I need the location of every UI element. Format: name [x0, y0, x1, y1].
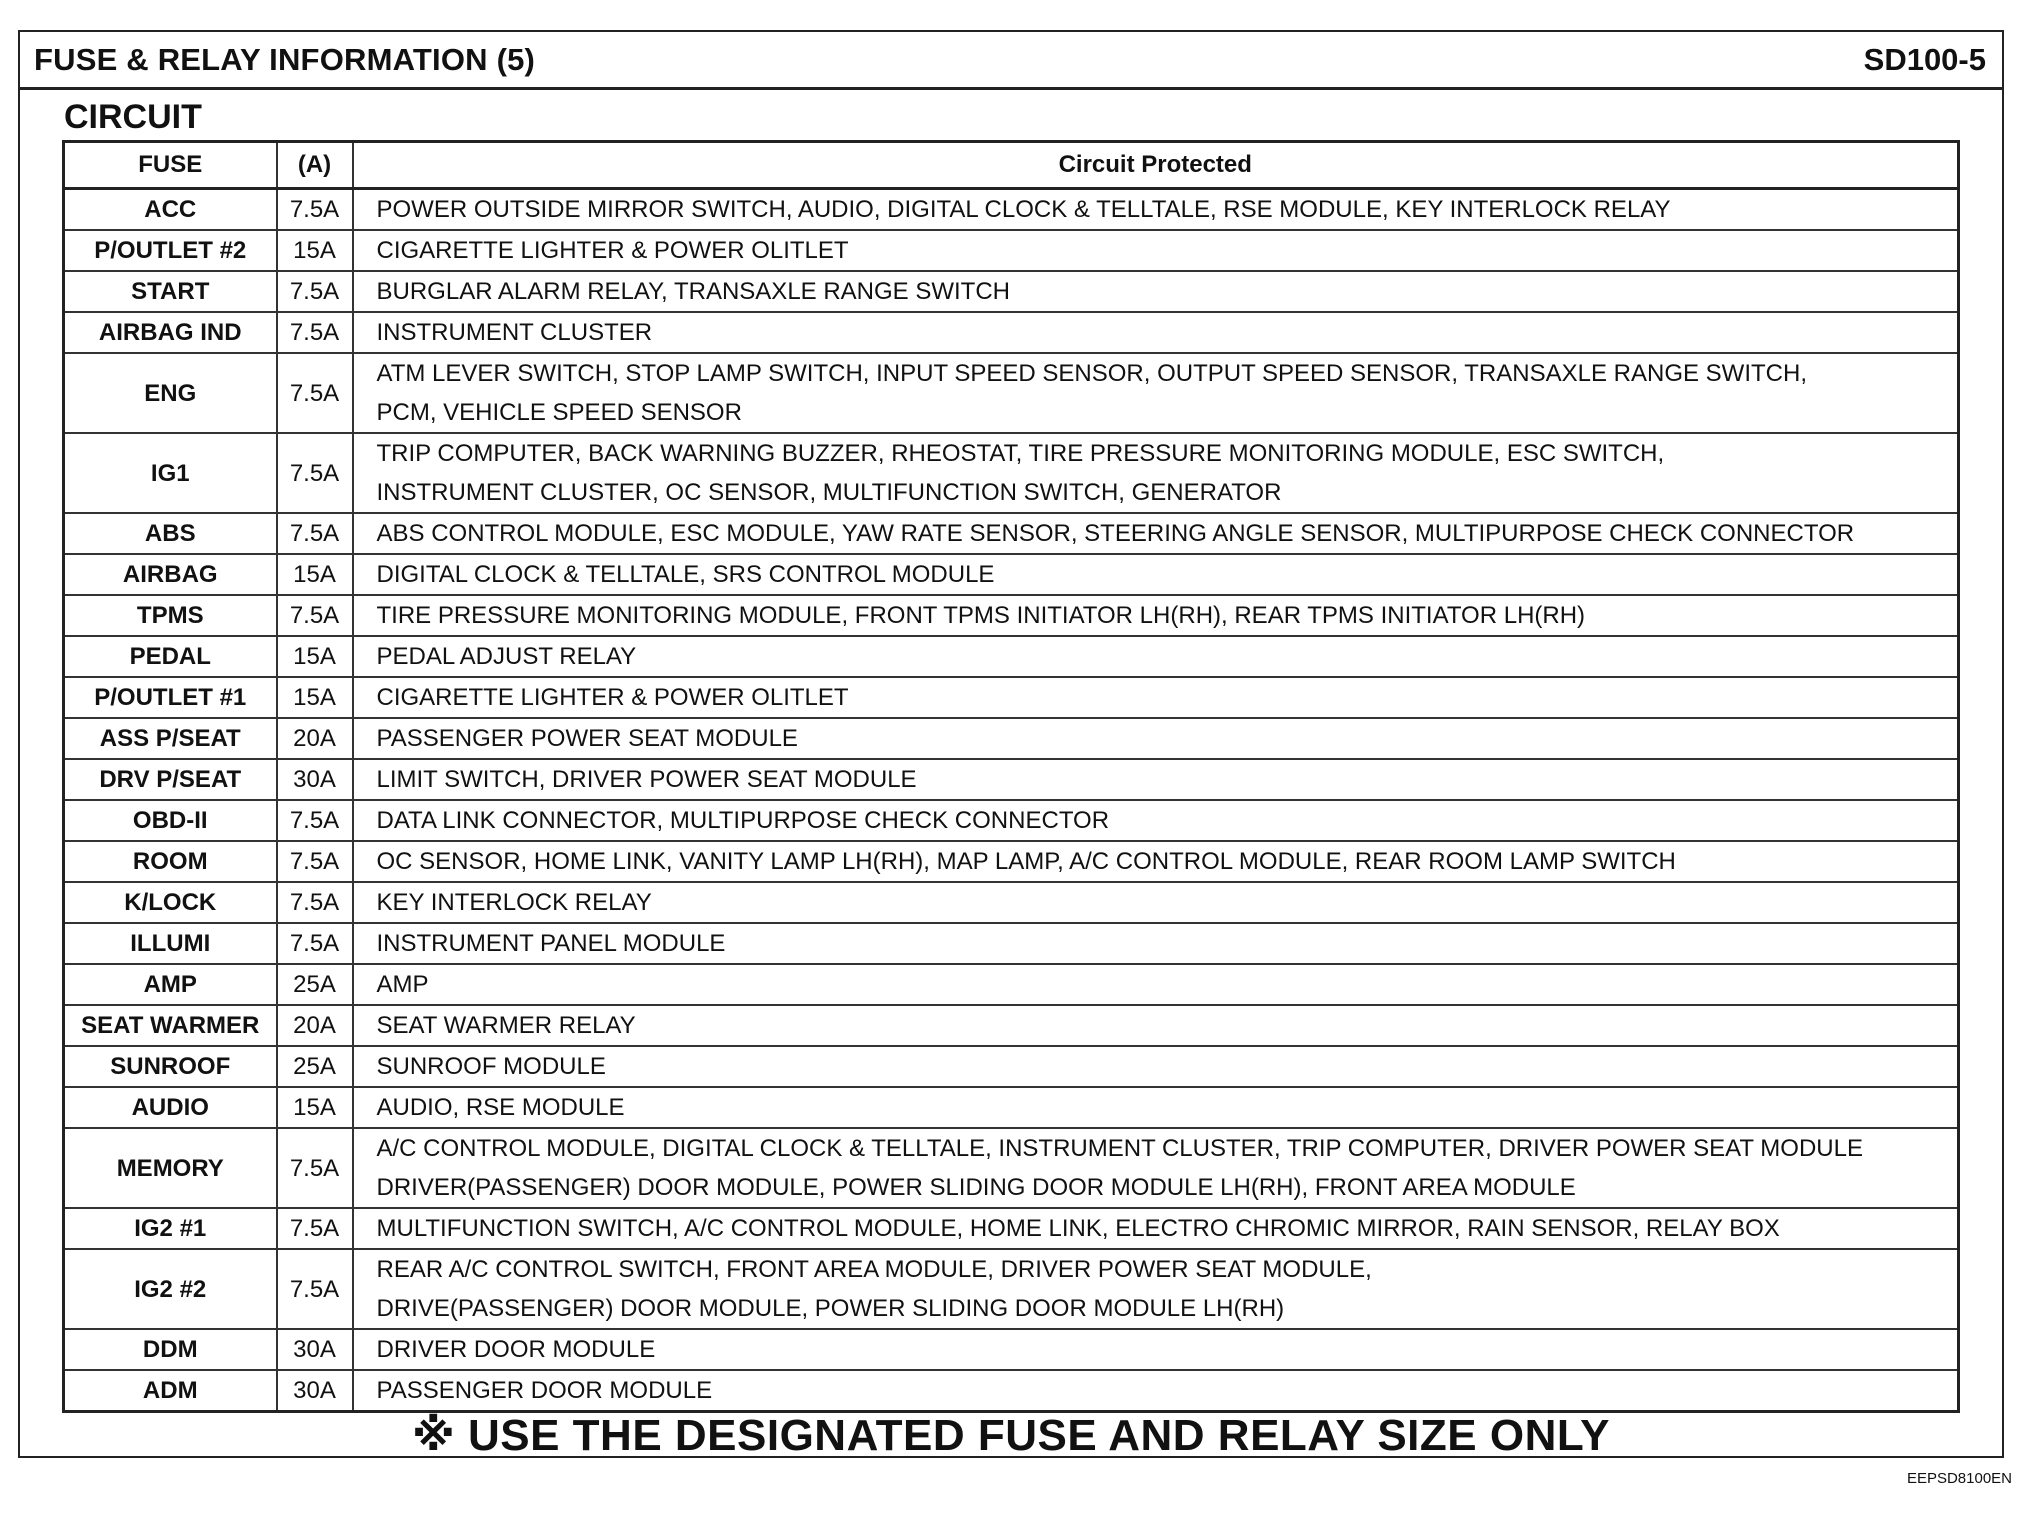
circuit-line: A/C CONTROL MODULE, DIGITAL CLOCK & TELLTALE, INSTRUMENT CLUSTER, TRIP COMPUTER, DRIVER POWER SEAT MODULE: [376, 1135, 1863, 1162]
table-row: [64, 677, 1959, 718]
fuse-amperage: 20A: [277, 718, 353, 759]
circuit-line: INSTRUMENT CLUSTER: [376, 319, 653, 346]
fuse-amperage: 7.5A: [277, 1128, 353, 1208]
table-row: [64, 1005, 1959, 1046]
table-row: [64, 1249, 1959, 1329]
table-header-row: [64, 142, 1959, 189]
table-row: [64, 841, 1959, 882]
circuit-line: CIGARETTE LIGHTER & POWER OLITLET: [376, 237, 849, 264]
circuit-protected: [353, 882, 1959, 923]
circuit-protected: [353, 636, 1959, 677]
fuse-name: AIRBAG: [64, 554, 277, 595]
circuit-line: CIGARETTE LIGHTER & POWER OLITLET: [376, 684, 849, 711]
fuse-amperage: 7.5A: [277, 800, 353, 841]
page-title: FUSE & RELAY INFORMATION (5): [34, 42, 536, 77]
fuse-amperage: 25A: [277, 1046, 353, 1087]
table-row: [64, 718, 1959, 759]
circuit-line: BURGLAR ALARM RELAY, TRANSAXLE RANGE SWITCH: [376, 278, 1011, 305]
circuit-protected: [353, 1087, 1959, 1128]
page-header: [20, 32, 2002, 90]
circuit-line: OC SENSOR, HOME LINK, VANITY LAMP LH(RH), MAP LAMP, A/C CONTROL MODULE, REAR ROOM LAMP SWITCH: [376, 848, 1676, 875]
fuse-amperage: 7.5A: [277, 923, 353, 964]
circuit-protected: [353, 841, 1959, 882]
circuit-protected: [353, 1208, 1959, 1249]
circuit-line: SEAT WARMER RELAY: [376, 1012, 636, 1039]
fuse-name: IG1: [64, 433, 277, 513]
circuit-protected: [353, 433, 1959, 513]
fuse-name: OBD-II: [64, 800, 277, 841]
circuit-line: AUDIO, RSE MODULE: [376, 1094, 625, 1121]
fuse-amperage: 15A: [277, 554, 353, 595]
circuit-protected: [353, 800, 1959, 841]
table-row: [64, 800, 1959, 841]
table-row: [64, 1370, 1959, 1412]
fuse-amperage: 7.5A: [277, 353, 353, 433]
table-body: [64, 189, 1959, 1412]
circuit-protected: [353, 230, 1959, 271]
circuit-line: AMP: [376, 971, 429, 998]
fuse-amperage: 30A: [277, 759, 353, 800]
fuse-amperage: 20A: [277, 1005, 353, 1046]
circuit-line: DRIVER DOOR MODULE: [376, 1336, 656, 1363]
fuse-amperage: 30A: [277, 1329, 353, 1370]
fuse-amperage: 15A: [277, 677, 353, 718]
fuse-name: ENG: [64, 353, 277, 433]
header-circuit: Circuit Protected: [353, 142, 1959, 189]
circuit-line: PASSENGER POWER SEAT MODULE: [376, 725, 798, 752]
fuse-name: P/OUTLET #1: [64, 677, 277, 718]
table-row: [64, 189, 1959, 231]
circuit-protected: [353, 595, 1959, 636]
circuit-line: DRIVE(PASSENGER) DOOR MODULE, POWER SLIDING DOOR MODULE LH(RH): [376, 1295, 1285, 1322]
table-row: [64, 271, 1959, 312]
circuit-protected: [353, 1046, 1959, 1087]
fuse-amperage: 7.5A: [277, 595, 353, 636]
table-row: [64, 1128, 1959, 1208]
fuse-name: ASS P/SEAT: [64, 718, 277, 759]
circuit-protected: [353, 1128, 1959, 1208]
document-frame: [18, 30, 2004, 1458]
table-row: [64, 1046, 1959, 1087]
table-row: [64, 513, 1959, 554]
table-row: [64, 230, 1959, 271]
header-amp: (A): [277, 142, 353, 189]
circuit-line: INSTRUMENT CLUSTER, OC SENSOR, MULTIFUNCTION SWITCH, GENERATOR: [376, 479, 1282, 506]
circuit-line: LIMIT SWITCH, DRIVER POWER SEAT MODULE: [376, 766, 917, 793]
fuse-amperage: 15A: [277, 230, 353, 271]
circuit-line: DIGITAL CLOCK & TELLTALE, SRS CONTROL MODULE: [376, 561, 995, 588]
fuse-amperage: 25A: [277, 964, 353, 1005]
circuit-protected: [353, 923, 1959, 964]
fuse-amperage: 7.5A: [277, 882, 353, 923]
fuse-amperage: 7.5A: [277, 1208, 353, 1249]
fuse-amperage: 7.5A: [277, 312, 353, 353]
fuse-name: ILLUMI: [64, 923, 277, 964]
table-row: [64, 1329, 1959, 1370]
table-row: [64, 882, 1959, 923]
table-row: [64, 759, 1959, 800]
fuse-name: IG2 #1: [64, 1208, 277, 1249]
circuit-protected: [353, 189, 1959, 231]
document-id: EEPSD8100EN: [1906, 1470, 2012, 1487]
fuse-name: DDM: [64, 1329, 277, 1370]
circuit-line: MULTIFUNCTION SWITCH, A/C CONTROL MODULE, HOME LINK, ELECTRO CHROMIC MIRROR, RAIN SENSOR, RELAY BOX: [376, 1215, 1780, 1242]
table-row: [64, 353, 1959, 433]
fuse-name: AIRBAG IND: [64, 312, 277, 353]
circuit-line: REAR A/C CONTROL SWITCH, FRONT AREA MODULE, DRIVER POWER SEAT MODULE,: [376, 1256, 1372, 1283]
fuse-table: [62, 140, 1960, 1413]
circuit-protected: [353, 677, 1959, 718]
fuse-amperage: 7.5A: [277, 189, 353, 231]
fuse-amperage: 7.5A: [277, 513, 353, 554]
circuit-line: DRIVER(PASSENGER) DOOR MODULE, POWER SLIDING DOOR MODULE LH(RH), FRONT AREA MODULE: [376, 1174, 1576, 1201]
circuit-line: PEDAL ADJUST RELAY: [376, 643, 637, 670]
table-row: [64, 1087, 1959, 1128]
section-label: CIRCUIT: [64, 98, 202, 136]
fuse-amperage: 15A: [277, 636, 353, 677]
circuit-line: TIRE PRESSURE MONITORING MODULE, FRONT TPMS INITIATOR LH(RH), REAR TPMS INITIATOR LH(RH): [376, 602, 1586, 629]
circuit-protected: [353, 271, 1959, 312]
fuse-name: AUDIO: [64, 1087, 277, 1128]
table-row: [64, 636, 1959, 677]
circuit-line: ABS CONTROL MODULE, ESC MODULE, YAW RATE SENSOR, STEERING ANGLE SENSOR, MULTIPURPOSE CHECK CONNECTOR: [376, 520, 1855, 547]
fuse-amperage: 15A: [277, 1087, 353, 1128]
circuit-protected: [353, 1005, 1959, 1046]
table-row: [64, 595, 1959, 636]
fuse-name: START: [64, 271, 277, 312]
fuse-name: SUNROOF: [64, 1046, 277, 1087]
table-row: [64, 433, 1959, 513]
table-row: [64, 1208, 1959, 1249]
fuse-amperage: 7.5A: [277, 433, 353, 513]
fuse-name: ACC: [64, 189, 277, 231]
fuse-name: DRV P/SEAT: [64, 759, 277, 800]
fuse-amperage: 7.5A: [277, 841, 353, 882]
circuit-protected: [353, 353, 1959, 433]
fuse-name: ROOM: [64, 841, 277, 882]
fuse-name: AMP: [64, 964, 277, 1005]
circuit-line: PASSENGER DOOR MODULE: [376, 1377, 713, 1404]
header-fuse: FUSE: [64, 142, 277, 189]
circuit-line: INSTRUMENT PANEL MODULE: [376, 930, 726, 957]
circuit-protected: [353, 554, 1959, 595]
fuse-name: P/OUTLET #2: [64, 230, 277, 271]
circuit-line: TRIP COMPUTER, BACK WARNING BUZZER, RHEOSTAT, TIRE PRESSURE MONITORING MODULE, ESC SWITCH,: [376, 440, 1665, 467]
circuit-line: SUNROOF MODULE: [376, 1053, 606, 1080]
table-row: [64, 312, 1959, 353]
circuit-line: KEY INTERLOCK RELAY: [376, 889, 652, 916]
table-row: [64, 554, 1959, 595]
table-row: [64, 923, 1959, 964]
circuit-protected: [353, 1329, 1959, 1370]
circuit-protected: [353, 513, 1959, 554]
circuit-line: POWER OUTSIDE MIRROR SWITCH, AUDIO, DIGITAL CLOCK & TELLTALE, RSE MODULE, KEY INTERLOCK RELAY: [376, 196, 1671, 223]
fuse-name: MEMORY: [64, 1128, 277, 1208]
circuit-protected: [353, 718, 1959, 759]
circuit-line: PCM, VEHICLE SPEED SENSOR: [376, 399, 742, 426]
footer-warning: ※ USE THE DESIGNATED FUSE AND RELAY SIZE ONLY: [411, 1411, 1611, 1460]
fuse-amperage: 7.5A: [277, 1249, 353, 1329]
fuse-name: SEAT WARMER: [64, 1005, 277, 1046]
fuse-name: IG2 #2: [64, 1249, 277, 1329]
fuse-name: TPMS: [64, 595, 277, 636]
fuse-name: PEDAL: [64, 636, 277, 677]
circuit-protected: [353, 1249, 1959, 1329]
circuit-line: ATM LEVER SWITCH, STOP LAMP SWITCH, INPUT SPEED SENSOR, OUTPUT SPEED SENSOR, TRANSAXLE RANGE SWITCH,: [376, 360, 1807, 387]
fuse-amperage: 7.5A: [277, 271, 353, 312]
page-code: SD100-5: [1863, 42, 1986, 77]
circuit-protected: [353, 1370, 1959, 1412]
fuse-amperage: 30A: [277, 1370, 353, 1412]
circuit-line: DATA LINK CONNECTOR, MULTIPURPOSE CHECK CONNECTOR: [376, 807, 1110, 834]
fuse-name: ABS: [64, 513, 277, 554]
table-row: [64, 964, 1959, 1005]
circuit-protected: [353, 759, 1959, 800]
circuit-protected: [353, 964, 1959, 1005]
circuit-protected: [353, 312, 1959, 353]
fuse-name: ADM: [64, 1370, 277, 1412]
fuse-name: K/LOCK: [64, 882, 277, 923]
